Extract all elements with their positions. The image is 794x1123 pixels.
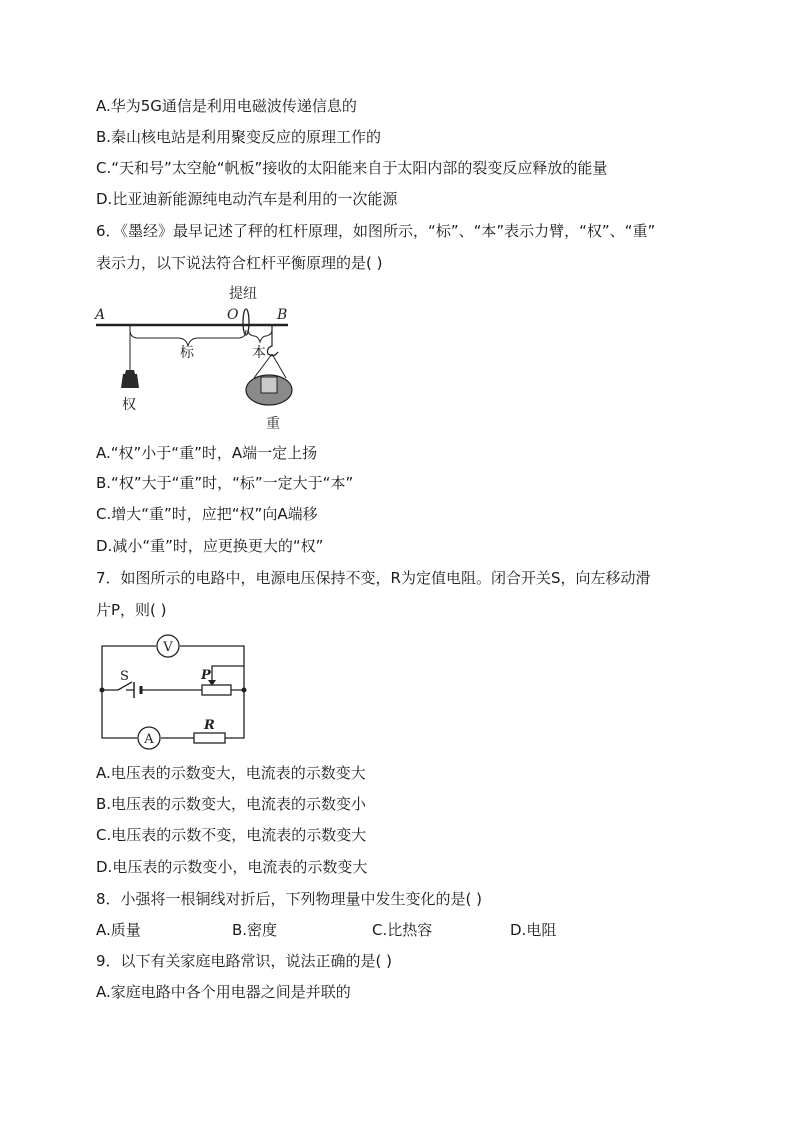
circuit-wire-outer [102,646,244,738]
q6-option-b: B.“权”大于“重”时，“标”一定大于“本” [96,474,354,492]
circuit-figure [94,630,254,752]
q5-option-b: B.秦山核电站是利用聚变反应的原理工作的 [96,128,382,146]
label-biao: 标 [180,345,194,361]
q7-option-a: A.电压表的示数变大，电流表的示数变大 [96,764,366,782]
label-tiniu: 提纽 [229,286,257,302]
q7-stem-line2: 片P，则( ) [96,601,167,619]
q6-option-a: A.“权”小于“重”时，A端一定上扬 [96,444,318,462]
q7-stem-line1: 7．如图所示的电路中，电源电压保持不变，R为定值电阻。闭合开关S，向左移动滑 [96,569,651,587]
q5-option-d: D.比亚迪新能源纯电动汽车是利用的一次能源 [96,190,398,208]
weight-icon [121,370,139,388]
steelyard-figure [90,278,310,438]
label-a: A [95,307,106,323]
q7-option-b: B.电压表的示数变大，电流表的示数变小 [96,795,367,813]
label-r: R [204,718,215,733]
label-ben: 本 [252,345,266,361]
ben-brace [248,330,272,342]
junction-left [100,688,105,693]
q8-option-a: A.质量 [96,921,141,939]
label-zhong: 重 [266,416,280,432]
q8-option-c: C.比热容 [372,921,433,939]
q7-option-c: C.电压表的示数不变，电流表的示数变大 [96,826,367,844]
q8-stem: 8．小强将一根铜线对折后，下列物理量中发生变化的是( ) [96,890,483,908]
junction-right [242,688,247,693]
q9-option-a: A.家庭电路中各个用电器之间是并联的 [96,983,351,1001]
label-quan: 权 [122,397,136,413]
hook-icon [268,325,279,356]
label-s: S [120,669,129,684]
q5-option-c: C.“天和号”太空舱“帆板”接收的太阳能来自于太阳内部的裂变反应释放的能量 [96,159,608,177]
voltmeter-label: V [163,640,173,655]
resistor-r [194,733,225,743]
q7-option-d: D.电压表的示数变小，电流表的示数变大 [96,858,368,876]
ammeter-label: A [144,732,154,747]
q8-option-b: B.密度 [232,921,278,939]
rheostat [202,685,231,695]
q9-stem: 9．以下有关家庭电路常识，说法正确的是( ) [96,952,393,970]
goods-icon [261,377,277,393]
q6-stem-line1: 6．《墨经》最早记述了秤的杠杆原理，如图所示，“标”、“本”表示力臂，“权”、“重” [96,222,656,240]
q6-option-c: C.增大“重”时，应把“权”向A端移 [96,505,318,523]
label-b: B [277,307,288,323]
q8-option-d: D.电阻 [510,921,557,939]
biao-brace [130,330,246,346]
pan-string-right [272,354,286,378]
q6-stem-line2: 表示力，以下说法符合杠杆平衡原理的是( ) [96,254,383,272]
q6-option-d: D.减小“重”时，应更换更大的“权” [96,537,324,555]
label-o: O [227,307,239,323]
slider-wire [212,666,244,682]
label-p: P [201,668,211,683]
q5-option-a: A.华为5G通信是利用电磁波传递信息的 [96,97,357,115]
